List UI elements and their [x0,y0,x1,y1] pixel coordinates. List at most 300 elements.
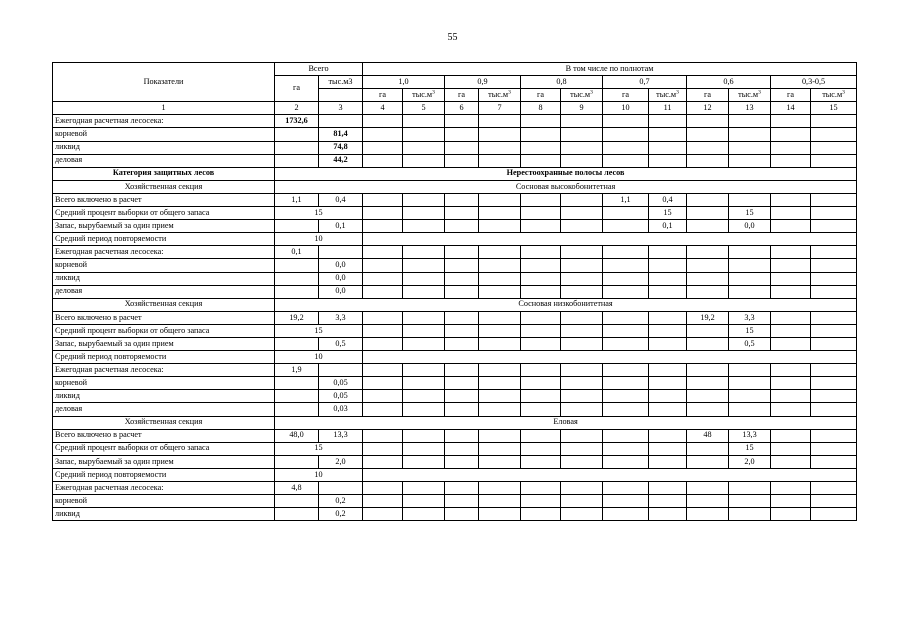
column-number: 11 [649,102,687,115]
column-number: 14 [771,102,811,115]
value-cell [811,482,857,495]
value-cell [561,377,603,390]
value-cell [363,482,403,495]
column-number: 5 [403,102,445,115]
value-cell [603,259,649,272]
value-cell [729,272,771,285]
value-cell [649,442,687,455]
table-row [53,455,857,468]
row-label: корневой [53,128,275,141]
value-cell [363,377,403,390]
value-cell [445,377,479,390]
value-cell [403,482,445,495]
value-cell [363,141,403,154]
column-number: 8 [521,102,561,115]
value-cell [771,128,811,141]
value-cell [561,285,603,298]
value-cell [687,141,729,154]
header-ha: га [771,89,811,102]
value-cell [521,207,561,220]
value-cell [363,442,403,455]
column-number: 2 [275,102,319,115]
section-label: Хозяйственная секция [53,416,275,429]
value-cell: 0,4 [319,193,363,206]
row-label: ликвид [53,508,275,521]
table-row [53,180,857,193]
table-row [53,285,857,298]
table-row [53,403,857,416]
value-cell [479,455,521,468]
value-cell: 0,2 [319,508,363,521]
value-cell [275,455,319,468]
row-label: Ежегодная расчетная лесосека: [53,364,275,377]
row-label: Средний период повторяемости [53,233,275,246]
table-row [53,442,857,455]
value-cell [561,128,603,141]
value-cell [771,311,811,324]
value-cell [275,285,319,298]
row-label: Всего включено в расчет [53,429,275,442]
header-ha: га [363,89,403,102]
value-cell: 1,1 [603,193,649,206]
header-ha: га [521,89,561,102]
table-row [53,220,857,233]
value-cell [649,285,687,298]
header-density-2: 0,9 [445,76,521,89]
value-cell [403,442,445,455]
value-cell [445,495,479,508]
value-cell [771,508,811,521]
value-cell: 44,2 [319,154,363,167]
value-cell [403,128,445,141]
row-label: Запас, вырубаемый за один прием [53,337,275,350]
value-cell [363,364,403,377]
row-label: Ежегодная расчетная лесосека: [53,115,275,128]
value-cell [403,495,445,508]
value-cell [521,377,561,390]
header-thous-m3: $тыс.м^3$ [479,89,521,102]
value-cell [561,442,603,455]
value-cell [521,455,561,468]
value-cell [771,364,811,377]
value-cell [445,154,479,167]
value-cell [729,403,771,416]
value-cell [771,115,811,128]
value-cell [603,207,649,220]
row-label: деловая [53,154,275,167]
value-cell [687,154,729,167]
value-cell [403,390,445,403]
value-cell [603,429,649,442]
row-label: Запас, вырубаемый за один прием [53,220,275,233]
value-cell: 3,3 [319,311,363,324]
value-cell [363,246,403,259]
value-cell [603,403,649,416]
value-cell: 2,0 [319,455,363,468]
table-row [53,416,857,429]
value-cell [479,364,521,377]
value-cell [729,193,771,206]
forest-cutting-table [52,62,857,521]
value-cell [521,508,561,521]
value-cell [649,455,687,468]
column-number: 1 [53,102,275,115]
row-label: деловая [53,403,275,416]
value-cell [649,311,687,324]
value-cell [811,128,857,141]
value-cell [275,220,319,233]
column-number-row [53,102,857,115]
value-cell [687,220,729,233]
value-cell [603,154,649,167]
header-thous-m3: $тыс.м^3$ [729,89,771,102]
value-cell [363,390,403,403]
table-row [53,259,857,272]
value-cell [275,272,319,285]
value-cell [561,495,603,508]
value-cell [445,364,479,377]
value-cell [275,337,319,350]
value-cell: 0,5 [729,337,771,350]
value-cell [561,429,603,442]
value-cell [729,377,771,390]
table-row [53,128,857,141]
value-cell [521,285,561,298]
value-cell [729,128,771,141]
value-cell [363,272,403,285]
value-cell [603,377,649,390]
value-cell [403,246,445,259]
value-cell [445,508,479,521]
value-cell [275,128,319,141]
total-value-cell: 15 [275,442,363,455]
value-cell [403,193,445,206]
row-label: Средний период повторяемости [53,468,275,481]
value-cell [687,246,729,259]
value-cell: 4,8 [275,482,319,495]
value-cell [403,377,445,390]
value-cell [603,220,649,233]
column-number: 9 [561,102,603,115]
value-cell [649,337,687,350]
value-cell [445,390,479,403]
header-total: Всего [275,63,363,76]
value-cell [403,141,445,154]
value-cell: 15 [729,442,771,455]
value-cell [561,364,603,377]
value-cell: 13,3 [319,429,363,442]
row-label: ликвид [53,141,275,154]
value-cell: 0,0 [729,220,771,233]
value-cell [649,482,687,495]
value-cell [603,128,649,141]
value-cell [729,141,771,154]
table-row [53,298,857,311]
value-cell [687,455,729,468]
column-number: 12 [687,102,729,115]
value-cell [687,364,729,377]
period-span-cell [363,233,857,246]
value-cell [811,429,857,442]
value-cell [561,115,603,128]
value-cell [561,337,603,350]
row-label: корневой [53,259,275,272]
value-cell [275,508,319,521]
value-cell [603,455,649,468]
value-cell [771,141,811,154]
value-cell [687,193,729,206]
value-cell [445,246,479,259]
value-cell [275,390,319,403]
header-thous-m3: $тыс.м^3$ [403,89,445,102]
value-cell [603,272,649,285]
value-cell [649,246,687,259]
value-cell [603,246,649,259]
value-cell [403,311,445,324]
value-cell [771,495,811,508]
table-row [53,272,857,285]
table-row [53,246,857,259]
value-cell [771,429,811,442]
column-number: 7 [479,102,521,115]
value-cell [561,207,603,220]
value-cell: 81,4 [319,128,363,141]
value-cell [649,128,687,141]
value-cell [403,115,445,128]
value-cell [811,115,857,128]
value-cell [649,154,687,167]
value-cell [363,403,403,416]
section-label: Хозяйственная секция [53,298,275,311]
value-cell [811,337,857,350]
value-cell [363,324,403,337]
value-cell [521,442,561,455]
value-cell [319,115,363,128]
table-row [53,495,857,508]
value-cell [771,390,811,403]
value-cell [479,246,521,259]
column-number: 4 [363,102,403,115]
value-cell [603,482,649,495]
header-total-thous-m3-continued [319,89,363,102]
section-value: Еловая [275,416,857,429]
value-cell [363,508,403,521]
value-cell [729,390,771,403]
value-cell [479,207,521,220]
value-cell [445,403,479,416]
section-label: Хозяйственная секция [53,180,275,193]
row-label: Средний период повторяемости [53,351,275,364]
section-value: Сосновая высокобонитетная [275,180,857,193]
value-cell: 0,1 [275,246,319,259]
value-cell [687,115,729,128]
column-number: 3 [319,102,363,115]
value-cell: 0,05 [319,377,363,390]
total-value-cell: 10 [275,351,363,364]
value-cell [521,311,561,324]
table-row [53,115,857,128]
table-row [53,390,857,403]
value-cell [811,403,857,416]
value-cell [687,482,729,495]
value-cell [403,403,445,416]
value-cell [521,390,561,403]
value-cell [479,337,521,350]
value-cell [603,508,649,521]
value-cell [649,115,687,128]
value-cell: 0,1 [319,220,363,233]
value-cell [603,311,649,324]
category-value: Нерестоохранные полосы лесов [275,167,857,180]
value-cell [649,508,687,521]
value-cell [319,482,363,495]
value-cell [649,377,687,390]
value-cell [687,272,729,285]
value-cell: 48 [687,429,729,442]
value-cell [521,220,561,233]
value-cell [603,285,649,298]
header-by-density: В том числе по полнотам [363,63,857,76]
value-cell [445,482,479,495]
value-cell [649,429,687,442]
value-cell: 0,2 [319,495,363,508]
value-cell: 48,0 [275,429,319,442]
table-row [53,377,857,390]
value-cell [771,324,811,337]
value-cell [687,207,729,220]
value-cell [521,429,561,442]
value-cell [479,141,521,154]
value-cell [521,246,561,259]
value-cell [521,403,561,416]
value-cell [771,193,811,206]
value-cell [275,377,319,390]
value-cell [811,141,857,154]
total-value-cell: 15 [275,207,363,220]
value-cell: 1,1 [275,193,319,206]
value-cell [561,455,603,468]
value-cell [603,442,649,455]
row-label: деловая [53,285,275,298]
value-cell [649,364,687,377]
value-cell [687,285,729,298]
value-cell [479,390,521,403]
value-cell [275,259,319,272]
value-cell [687,442,729,455]
header-total-ha: га [275,76,319,102]
value-cell [521,154,561,167]
value-cell [479,442,521,455]
value-cell [561,141,603,154]
table-row [53,233,857,246]
header-row-1 [53,63,857,76]
value-cell [771,337,811,350]
value-cell [649,259,687,272]
header-indicators: Показатели [53,63,275,102]
value-cell [521,193,561,206]
value-cell [811,364,857,377]
value-cell: 19,2 [687,311,729,324]
value-cell [603,115,649,128]
value-cell [363,154,403,167]
value-cell [363,337,403,350]
header-density-4: 0,7 [603,76,687,89]
value-cell [771,482,811,495]
value-cell [811,193,857,206]
table-row [53,154,857,167]
value-cell: 74,8 [319,141,363,154]
value-cell: 0,0 [319,259,363,272]
value-cell [811,390,857,403]
value-cell [363,311,403,324]
value-cell [521,272,561,285]
value-cell [729,259,771,272]
table-row [53,508,857,521]
value-cell [811,272,857,285]
row-label: Ежегодная расчетная лесосека: [53,482,275,495]
value-cell [811,495,857,508]
header-thous-m3: $тыс.м^3$ [561,89,603,102]
value-cell [445,128,479,141]
value-cell [479,154,521,167]
value-cell: 15 [729,324,771,337]
value-cell [603,390,649,403]
value-cell [649,272,687,285]
value-cell [445,220,479,233]
category-label: Категория защитных лесов [53,167,275,180]
header-ha: га [687,89,729,102]
value-cell [811,285,857,298]
value-cell: 0,4 [649,193,687,206]
header-ha: га [603,89,649,102]
value-cell: 0,0 [319,285,363,298]
value-cell [561,390,603,403]
value-cell: 0,03 [319,403,363,416]
total-value-cell: 15 [275,324,363,337]
value-cell [275,141,319,154]
table-row [53,207,857,220]
row-label: Всего включено в расчет [53,193,275,206]
header-density-5: 0,6 [687,76,771,89]
value-cell [363,259,403,272]
value-cell: 0,5 [319,337,363,350]
value-cell [445,259,479,272]
value-cell [363,455,403,468]
table-row [53,167,857,180]
table-row [53,324,857,337]
row-label: Средний процент выборки от общего запаса [53,324,275,337]
header-density-3: 0,8 [521,76,603,89]
value-cell [445,324,479,337]
value-cell [479,403,521,416]
value-cell [403,285,445,298]
row-label: Средний процент выборки от общего запаса [53,207,275,220]
row-label: Средний процент выборки от общего запаса [53,442,275,455]
value-cell [811,455,857,468]
table-row [53,468,857,481]
value-cell [445,429,479,442]
value-cell [687,377,729,390]
value-cell [275,154,319,167]
header-thous-m3: $тыс.м^3$ [649,89,687,102]
value-cell [521,128,561,141]
value-cell [811,324,857,337]
value-cell [363,128,403,141]
column-number: 10 [603,102,649,115]
row-label: корневой [53,495,275,508]
value-cell: 1732,6 [275,115,319,128]
value-cell [445,193,479,206]
